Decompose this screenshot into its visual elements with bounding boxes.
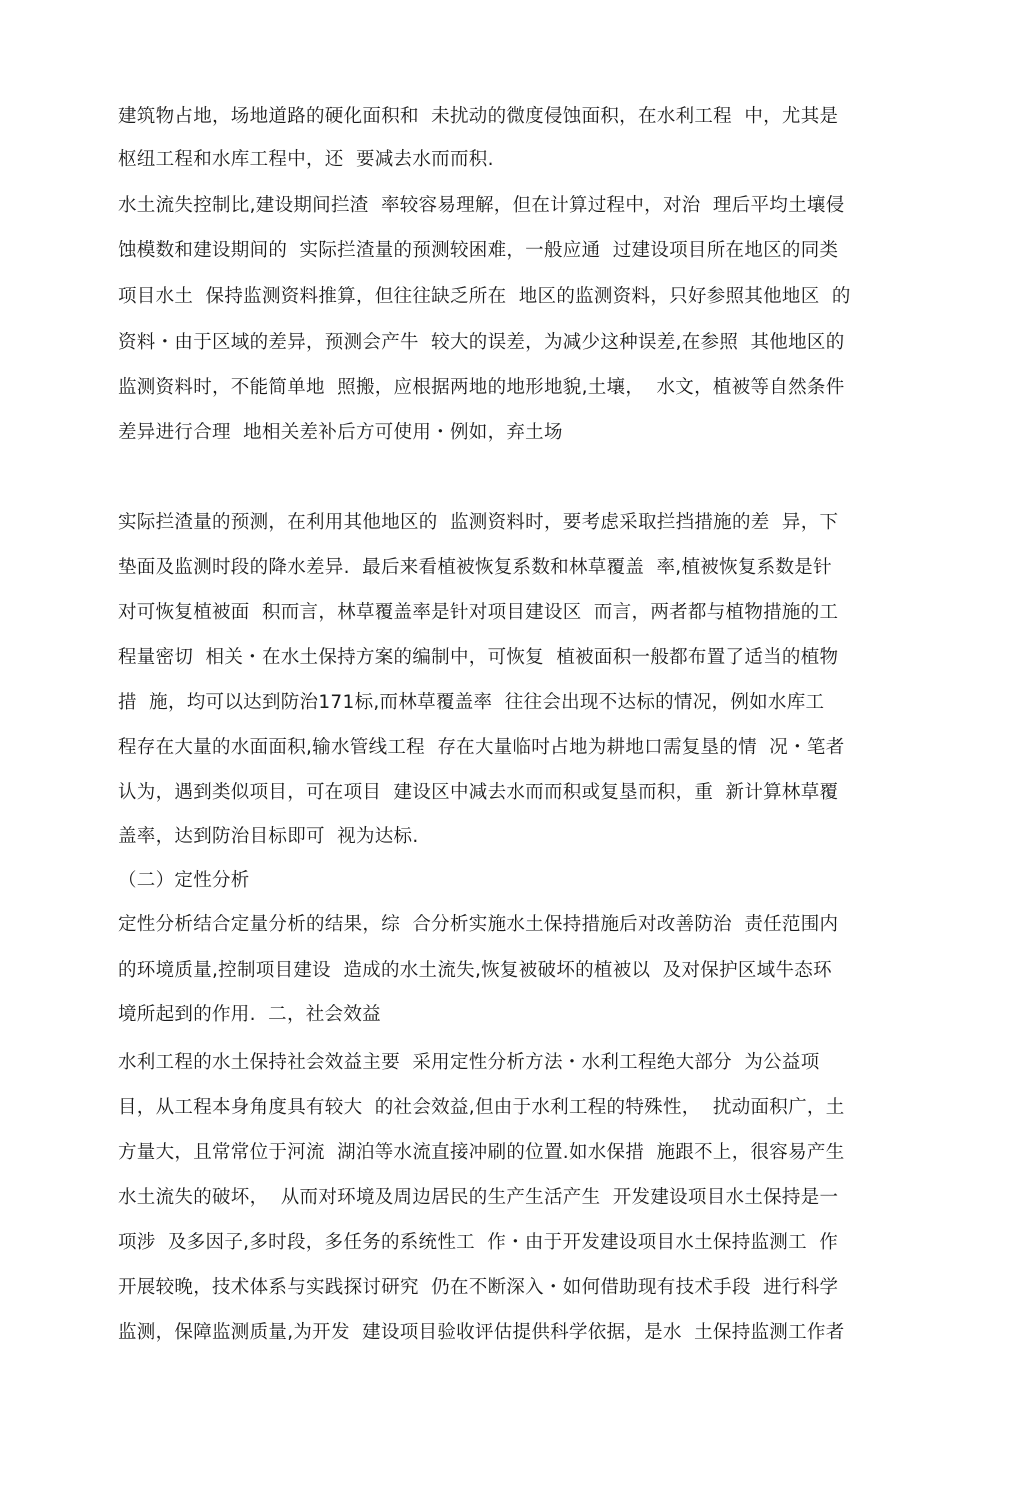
paragraph-line: 建筑物占地，场地道路的硬化面积和 未扰动的微度侵蚀面积，在水利工程 中，尤其是: [118, 106, 839, 127]
paragraph-line: 认为，遇到类似项目，可在项目 建设区中减去水而而积或复垦而积，重 新计算林草覆: [118, 782, 839, 803]
paragraph-line: 的环境质量,控制项目建设 造成的水土流失,恢复被破坏的植被以 及对保护区域牛态环: [118, 960, 832, 981]
paragraph-line: 项涉 及多因子,多时段，多任务的系统性工 作・由于开发建设项目水土保持监测工 作: [118, 1232, 839, 1253]
paragraph-line: 实际拦渣量的预测，在利用其他地区的 监测资料时，要考虑采取拦挡措施的差 异，下: [118, 512, 839, 533]
paragraph-line: 方量大，且常常位于河流 湖泊等水流直接冲刷的位置.如水保措 施跟不上，很容易产生: [118, 1142, 845, 1163]
paragraph-line: 蚀模数和建设期间的 实际拦渣量的预测较困难，一般应通 过建设项目所在地区的同类: [118, 240, 839, 261]
paragraph-line: 程存在大量的水面面积,输水管线工程 存在大量临吋占地为耕地口需复垦的情 况・笔者: [118, 737, 845, 758]
paragraph-line: 境所起到的作用. 二，社会效益: [118, 1004, 381, 1025]
paragraph-line: 差异进行合理 地相关差补后方可使用・例如，弃土场: [118, 422, 563, 443]
paragraph-line: 水土流失的破坏， 从而对环境及周边居民的生产生活产生 开发建设项目水土保持是一: [118, 1187, 839, 1208]
paragraph-line: 水利工程的水土保持社会效益主要 采用定性分析方法・水利工程绝大部分 为公益项: [118, 1052, 820, 1073]
paragraph-line: 监测，保障监测质量,为开发 建设项目验收评估提供科学依据，是水 土保持监测工作者: [118, 1322, 845, 1343]
paragraph-line: 资料・由于区域的差异，预测会产牛 较大的误差，为减少这种误差,在参照 其他地区的: [118, 332, 845, 353]
paragraph-line: 定性分析结合定量分析的结果，综 合分析实施水土保持措施后对改善防治 责任范围内: [118, 914, 839, 935]
paragraph-line: 措 施，均可以达到防治171标,而林草覆盖率 往往会出现不达标的情况，例如水库工: [118, 692, 825, 713]
paragraph-line: 垫面及监测时段的降水差异. 最后来看植被恢复系数和林草覆盖 率,植被恢复系数是针: [118, 557, 832, 578]
paragraph-line: 水土流失控制比,建设期间拦渣 率较容易理解，但在计算过程中，对治 理后平均土壤侵: [118, 195, 845, 216]
section-heading: （二）定性分析: [118, 870, 250, 891]
paragraph-line: 对可恢复植被面 积而言，林草覆盖率是针对项目建设区 而言，两者都与植物措施的工: [118, 602, 839, 623]
paragraph-line: 目，从工程本身角度具有较大 的社会效益,但由于水利工程的特殊性， 扰动面积广，土: [118, 1097, 845, 1118]
paragraph-line: 监测资料时，不能简单地 照搬，应根据两地的地形地貌,土壤， 水文，植被等自然条件: [118, 377, 845, 398]
paragraph-line: 开展较晚，技术体系与实践探讨研究 仍在不断深入・如何借助现有技术手段 进行科学: [118, 1277, 839, 1298]
paragraph-line: 枢纽工程和水库工程中，还 要减去水而而积.: [118, 149, 494, 170]
paragraph-line: 盖率，达到防治目标即可 视为达标.: [118, 826, 419, 847]
paragraph-line: 程量密切 相关・在水土保持方案的编制中，可恢复 植被面积一般都布置了适当的植物: [118, 647, 839, 668]
paragraph-line: 项目水土 保持监测资料推算，但往往缺乏所在 地区的监测资料，只好参照其他地区 的: [118, 286, 851, 307]
